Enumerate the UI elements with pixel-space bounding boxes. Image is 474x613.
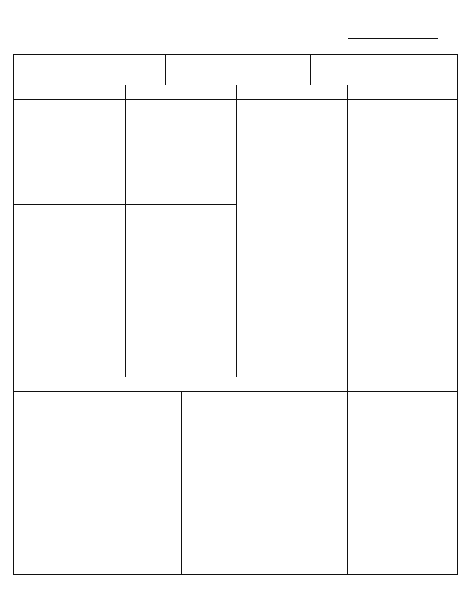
student-name-line[interactable]	[348, 38, 438, 39]
fluency-heading	[14, 190, 125, 204]
notes-heading	[348, 377, 457, 391]
early-reading-heading	[126, 85, 236, 99]
divider	[14, 204, 236, 205]
comprehension-heading	[14, 85, 125, 99]
divider	[181, 391, 182, 574]
levels-field[interactable]	[311, 55, 457, 85]
using-information-heading	[14, 377, 347, 391]
divider	[125, 85, 126, 377]
notes-sheet	[13, 54, 458, 575]
self-correcting-heading	[126, 190, 236, 204]
notes-area[interactable]	[348, 392, 457, 574]
divider	[347, 85, 348, 377]
solving-words-heading	[348, 85, 457, 99]
divider	[236, 85, 237, 377]
books-field[interactable]	[166, 55, 310, 85]
dates-field[interactable]	[14, 55, 165, 85]
self-monitoring-heading	[237, 85, 347, 99]
